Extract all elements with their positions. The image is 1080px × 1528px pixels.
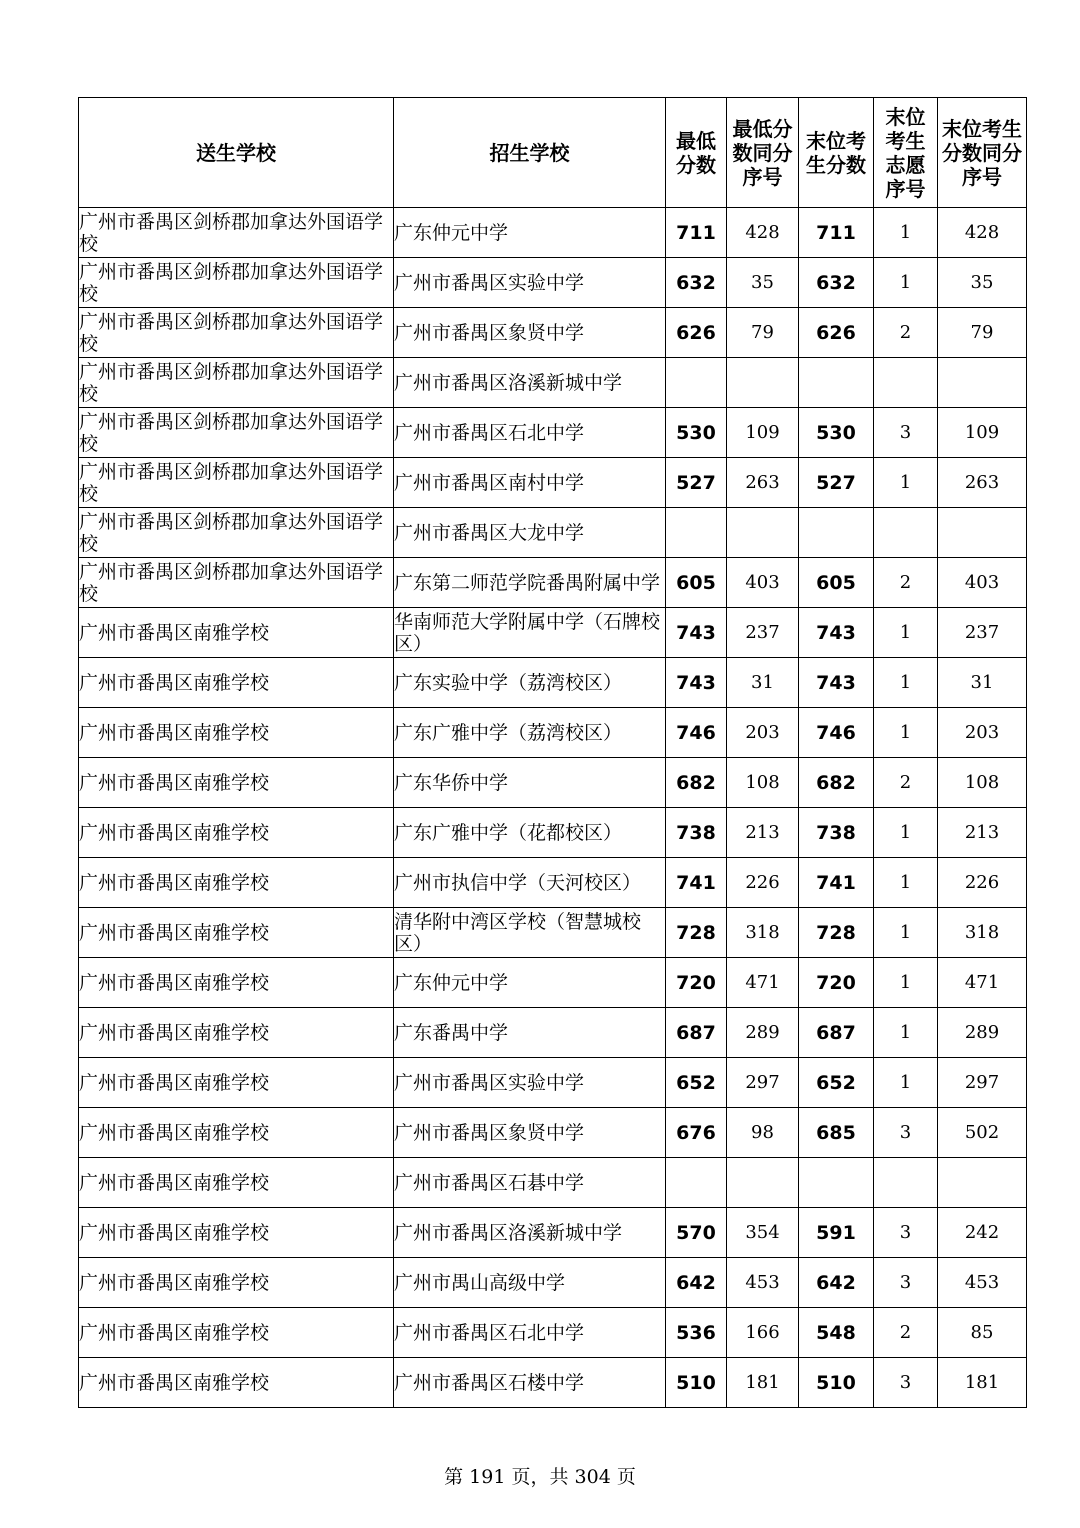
cell-min-score-rank: 403 — [727, 558, 799, 608]
cell-min-score-rank: 109 — [727, 408, 799, 458]
table-row — [79, 1008, 1027, 1058]
cell-min-score: 743 — [666, 658, 727, 708]
table-row — [79, 408, 1027, 458]
cell-sender-school: 广州市番禺区剑桥郡加拿达外国语学校 — [79, 208, 394, 258]
cell-sender-school: 广州市番禺区南雅学校 — [79, 1358, 394, 1408]
cell-min-score-rank: 297 — [727, 1058, 799, 1108]
cell-last-score: 741 — [799, 858, 874, 908]
cell-sender-school: 广州市番禺区南雅学校 — [79, 1008, 394, 1058]
cell-last-rank: 85 — [938, 1308, 1027, 1358]
admission-score-table — [78, 97, 1027, 1408]
header-last-choice: 末位考生志愿序号 — [874, 98, 938, 208]
table-row — [79, 1208, 1027, 1258]
cell-min-score: 682 — [666, 758, 727, 808]
table-row — [79, 908, 1027, 958]
cell-last-rank: 213 — [938, 808, 1027, 858]
cell-min-score-rank: 263 — [727, 458, 799, 508]
cell-last-rank: 318 — [938, 908, 1027, 958]
cell-min-score-rank: 237 — [727, 608, 799, 658]
cell-sender-school: 广州市番禺区南雅学校 — [79, 1108, 394, 1158]
table-row — [79, 1108, 1027, 1158]
cell-sender-school: 广州市番禺区南雅学校 — [79, 758, 394, 808]
cell-min-score-rank: 35 — [727, 258, 799, 308]
cell-min-score-rank: 31 — [727, 658, 799, 708]
cell-last-choice — [874, 358, 938, 408]
cell-last-choice: 1 — [874, 208, 938, 258]
cell-min-score: 652 — [666, 1058, 727, 1108]
header-sender-school: 送生学校 — [79, 98, 394, 208]
cell-sender-school: 广州市番禺区剑桥郡加拿达外国语学校 — [79, 408, 394, 458]
cell-receiver-school: 广东第二师范学院番禺附属中学 — [394, 558, 666, 608]
cell-last-rank: 403 — [938, 558, 1027, 608]
cell-last-score: 687 — [799, 1008, 874, 1058]
cell-receiver-school: 广州市番禺区石楼中学 — [394, 1358, 666, 1408]
cell-last-choice: 3 — [874, 408, 938, 458]
cell-last-choice: 1 — [874, 808, 938, 858]
cell-sender-school: 广州市番禺区南雅学校 — [79, 1258, 394, 1308]
cell-last-score — [799, 1158, 874, 1208]
cell-min-score-rank: 79 — [727, 308, 799, 358]
table-row — [79, 1358, 1027, 1408]
cell-last-rank — [938, 508, 1027, 558]
cell-last-rank: 108 — [938, 758, 1027, 808]
cell-last-choice: 2 — [874, 758, 938, 808]
cell-sender-school: 广州市番禺区南雅学校 — [79, 1158, 394, 1208]
cell-min-score-rank — [727, 358, 799, 408]
table-body — [79, 208, 1027, 1408]
cell-min-score-rank: 318 — [727, 908, 799, 958]
cell-last-choice: 1 — [874, 958, 938, 1008]
cell-last-choice: 1 — [874, 658, 938, 708]
cell-receiver-school: 广州市番禺区石北中学 — [394, 408, 666, 458]
cell-sender-school: 广州市番禺区南雅学校 — [79, 958, 394, 1008]
cell-receiver-school: 华南师范大学附属中学（石牌校区） — [394, 608, 666, 658]
cell-last-choice: 3 — [874, 1358, 938, 1408]
cell-last-rank: 31 — [938, 658, 1027, 708]
table-row — [79, 1158, 1027, 1208]
cell-last-choice: 1 — [874, 708, 938, 758]
cell-last-rank: 428 — [938, 208, 1027, 258]
cell-sender-school: 广州市番禺区剑桥郡加拿达外国语学校 — [79, 358, 394, 408]
cell-sender-school: 广州市番禺区南雅学校 — [79, 808, 394, 858]
cell-receiver-school: 广东广雅中学（花都校区） — [394, 808, 666, 858]
admission-table-container — [78, 97, 1026, 1408]
cell-min-score: 676 — [666, 1108, 727, 1158]
table-row — [79, 958, 1027, 1008]
cell-min-score-rank: 471 — [727, 958, 799, 1008]
table-row — [79, 558, 1027, 608]
cell-last-score: 605 — [799, 558, 874, 608]
cell-receiver-school: 广州市番禺区石北中学 — [394, 1308, 666, 1358]
table-row — [79, 358, 1027, 408]
header-receiver-school: 招生学校 — [394, 98, 666, 208]
cell-last-choice: 1 — [874, 258, 938, 308]
cell-last-score: 632 — [799, 258, 874, 308]
cell-sender-school: 广州市番禺区南雅学校 — [79, 1308, 394, 1358]
cell-sender-school: 广州市番禺区南雅学校 — [79, 858, 394, 908]
cell-min-score: 746 — [666, 708, 727, 758]
cell-receiver-school: 广州市执信中学（天河校区） — [394, 858, 666, 908]
cell-last-score: 728 — [799, 908, 874, 958]
cell-receiver-school: 广州市番禺区洛溪新城中学 — [394, 1208, 666, 1258]
table-row — [79, 1258, 1027, 1308]
cell-receiver-school: 广州市番禺区实验中学 — [394, 258, 666, 308]
cell-last-score: 510 — [799, 1358, 874, 1408]
cell-last-score: 738 — [799, 808, 874, 858]
cell-last-score: 642 — [799, 1258, 874, 1308]
cell-sender-school: 广州市番禺区南雅学校 — [79, 908, 394, 958]
table-row — [79, 258, 1027, 308]
cell-min-score — [666, 1158, 727, 1208]
table-row — [79, 508, 1027, 558]
table-row — [79, 858, 1027, 908]
cell-last-rank: 35 — [938, 258, 1027, 308]
table-row — [79, 1058, 1027, 1108]
cell-last-rank: 109 — [938, 408, 1027, 458]
cell-sender-school: 广州市番禺区南雅学校 — [79, 658, 394, 708]
cell-last-score: 652 — [799, 1058, 874, 1108]
table-row — [79, 308, 1027, 358]
cell-receiver-school: 广州市番禺区实验中学 — [394, 1058, 666, 1108]
cell-last-choice: 3 — [874, 1108, 938, 1158]
cell-min-score-rank: 453 — [727, 1258, 799, 1308]
header-min-score-rank: 最低分数同分序号 — [727, 98, 799, 208]
cell-last-rank: 79 — [938, 308, 1027, 358]
cell-last-choice — [874, 1158, 938, 1208]
cell-sender-school: 广州市番禺区剑桥郡加拿达外国语学校 — [79, 508, 394, 558]
cell-last-choice: 2 — [874, 1308, 938, 1358]
cell-min-score: 687 — [666, 1008, 727, 1058]
cell-min-score-rank — [727, 1158, 799, 1208]
cell-sender-school: 广州市番禺区剑桥郡加拿达外国语学校 — [79, 258, 394, 308]
cell-last-score: 711 — [799, 208, 874, 258]
cell-sender-school: 广州市番禺区南雅学校 — [79, 608, 394, 658]
cell-min-score: 605 — [666, 558, 727, 608]
cell-sender-school: 广州市番禺区南雅学校 — [79, 1058, 394, 1108]
cell-receiver-school: 广东实验中学（荔湾校区） — [394, 658, 666, 708]
cell-min-score-rank: 428 — [727, 208, 799, 258]
cell-last-choice: 2 — [874, 558, 938, 608]
cell-last-rank: 237 — [938, 608, 1027, 658]
cell-min-score: 536 — [666, 1308, 727, 1358]
table-row — [79, 758, 1027, 808]
cell-last-score: 591 — [799, 1208, 874, 1258]
header-last-score: 末位考生分数 — [799, 98, 874, 208]
cell-min-score — [666, 508, 727, 558]
cell-sender-school: 广州市番禺区南雅学校 — [79, 1208, 394, 1258]
table-row — [79, 208, 1027, 258]
cell-last-score: 746 — [799, 708, 874, 758]
cell-min-score: 570 — [666, 1208, 727, 1258]
cell-last-choice: 3 — [874, 1258, 938, 1308]
cell-last-score: 743 — [799, 608, 874, 658]
cell-min-score: 510 — [666, 1358, 727, 1408]
cell-last-score: 685 — [799, 1108, 874, 1158]
header-min-score: 最低分数 — [666, 98, 727, 208]
cell-receiver-school: 广东广雅中学（荔湾校区） — [394, 708, 666, 758]
cell-last-rank — [938, 358, 1027, 408]
cell-last-rank: 226 — [938, 858, 1027, 908]
cell-min-score: 626 — [666, 308, 727, 358]
cell-last-choice — [874, 508, 938, 558]
cell-min-score-rank: 203 — [727, 708, 799, 758]
table-row — [79, 708, 1027, 758]
cell-last-choice: 1 — [874, 1008, 938, 1058]
cell-last-rank: 453 — [938, 1258, 1027, 1308]
cell-last-rank: 502 — [938, 1108, 1027, 1158]
cell-receiver-school: 广东番禺中学 — [394, 1008, 666, 1058]
cell-receiver-school: 广州市番禺区洛溪新城中学 — [394, 358, 666, 408]
table-row — [79, 658, 1027, 708]
cell-sender-school: 广州市番禺区剑桥郡加拿达外国语学校 — [79, 558, 394, 608]
cell-min-score-rank: 213 — [727, 808, 799, 858]
cell-last-choice: 3 — [874, 1208, 938, 1258]
cell-last-score: 720 — [799, 958, 874, 1008]
cell-last-score: 743 — [799, 658, 874, 708]
cell-min-score-rank: 226 — [727, 858, 799, 908]
table-row — [79, 458, 1027, 508]
cell-last-choice: 2 — [874, 308, 938, 358]
cell-min-score-rank: 108 — [727, 758, 799, 808]
cell-min-score: 741 — [666, 858, 727, 908]
cell-last-rank: 242 — [938, 1208, 1027, 1258]
cell-min-score-rank: 166 — [727, 1308, 799, 1358]
cell-min-score: 527 — [666, 458, 727, 508]
cell-min-score-rank: 181 — [727, 1358, 799, 1408]
table-header-row — [79, 98, 1027, 208]
cell-last-choice: 1 — [874, 1058, 938, 1108]
cell-receiver-school: 广州市番禺区南村中学 — [394, 458, 666, 508]
cell-last-rank: 203 — [938, 708, 1027, 758]
cell-min-score: 632 — [666, 258, 727, 308]
cell-min-score: 728 — [666, 908, 727, 958]
cell-last-choice: 1 — [874, 908, 938, 958]
cell-last-rank: 181 — [938, 1358, 1027, 1408]
cell-last-score: 527 — [799, 458, 874, 508]
cell-last-score — [799, 358, 874, 408]
cell-min-score-rank: 289 — [727, 1008, 799, 1058]
cell-sender-school: 广州市番禺区剑桥郡加拿达外国语学校 — [79, 308, 394, 358]
cell-receiver-school: 清华附中湾区学校（智慧城校区） — [394, 908, 666, 958]
header-last-rank: 末位考生分数同分序号 — [938, 98, 1027, 208]
cell-last-choice: 1 — [874, 858, 938, 908]
cell-min-score-rank: 98 — [727, 1108, 799, 1158]
cell-last-score — [799, 508, 874, 558]
cell-last-rank: 471 — [938, 958, 1027, 1008]
cell-receiver-school: 广东华侨中学 — [394, 758, 666, 808]
cell-min-score: 530 — [666, 408, 727, 458]
cell-min-score — [666, 358, 727, 408]
cell-last-score: 626 — [799, 308, 874, 358]
cell-last-rank: 263 — [938, 458, 1027, 508]
cell-sender-school: 广州市番禺区剑桥郡加拿达外国语学校 — [79, 458, 394, 508]
cell-last-choice: 1 — [874, 608, 938, 658]
page-number-footer: 第 191 页，共 304 页 — [444, 1466, 636, 1488]
cell-last-rank — [938, 1158, 1027, 1208]
cell-last-rank: 289 — [938, 1008, 1027, 1058]
cell-last-score: 548 — [799, 1308, 874, 1358]
cell-sender-school: 广州市番禺区南雅学校 — [79, 708, 394, 758]
table-row — [79, 608, 1027, 658]
cell-min-score-rank: 354 — [727, 1208, 799, 1258]
cell-receiver-school: 广州市番禺区石碁中学 — [394, 1158, 666, 1208]
table-row — [79, 808, 1027, 858]
cell-receiver-school: 广东仲元中学 — [394, 958, 666, 1008]
cell-receiver-school: 广东仲元中学 — [394, 208, 666, 258]
cell-min-score: 738 — [666, 808, 727, 858]
table-row — [79, 1308, 1027, 1358]
cell-receiver-school: 广州市番禺区象贤中学 — [394, 1108, 666, 1158]
cell-min-score: 642 — [666, 1258, 727, 1308]
cell-receiver-school: 广州市番禺区象贤中学 — [394, 308, 666, 358]
cell-last-score: 530 — [799, 408, 874, 458]
cell-receiver-school: 广州市番禺区大龙中学 — [394, 508, 666, 558]
cell-min-score: 711 — [666, 208, 727, 258]
cell-min-score: 720 — [666, 958, 727, 1008]
cell-min-score: 743 — [666, 608, 727, 658]
cell-last-rank: 297 — [938, 1058, 1027, 1108]
cell-min-score-rank — [727, 508, 799, 558]
cell-last-choice: 1 — [874, 458, 938, 508]
cell-receiver-school: 广州市禺山高级中学 — [394, 1258, 666, 1308]
cell-last-score: 682 — [799, 758, 874, 808]
